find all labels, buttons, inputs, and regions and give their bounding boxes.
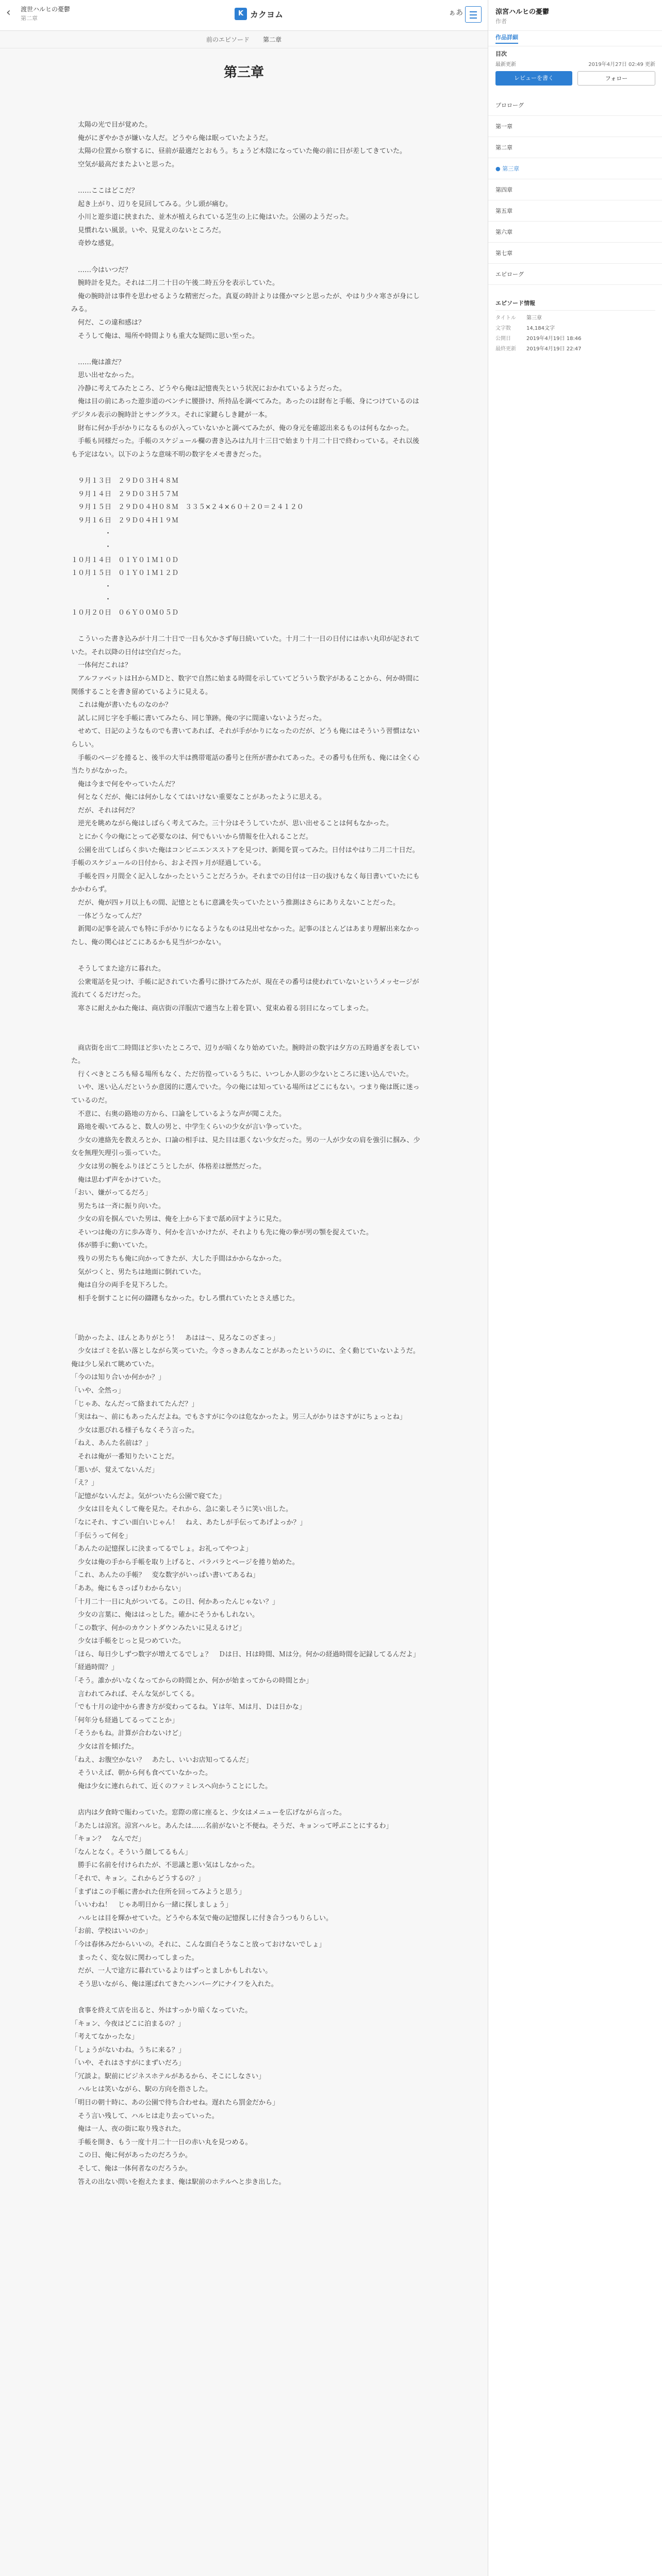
body-paragraph (71, 1318, 422, 1332)
body-paragraph: 「キョン？ なんでだ」 (71, 1835, 145, 1843)
body-paragraph: ・ (71, 530, 112, 538)
sidebar-work-title[interactable]: 涼宮ハルヒの憂鬱 (495, 8, 550, 16)
body-paragraph: ９月１３日 ２９Ｄ０３Ｈ４８Ｍ (71, 477, 179, 485)
sidebar-header (488, 0, 662, 31)
body-paragraph: 一体どうなってんだ？ (71, 912, 145, 920)
body-paragraph: 少女は男の腕をふりほどこうとしたが、体格差は歴然だった。 (71, 1162, 266, 1171)
body-paragraph: だが、一人で途方に暮れているよりはずっとましかもしれない。 (71, 1967, 272, 1975)
menu-line (470, 11, 477, 12)
kakuyomu-logo-icon: K (235, 8, 247, 20)
toc-item[interactable]: 第四章 (488, 179, 662, 200)
body-paragraph: 何となくだが、俺には何かしなくてはいけない重要なことがあったように思える。 (71, 793, 326, 802)
body-paragraph: 食事を終えて店を出ると、外はすっかり暗くなっていた。 (71, 2006, 252, 2014)
menu-line (470, 18, 477, 19)
episode-info-row (495, 334, 655, 342)
body-paragraph: 「まずはこの手帳に書かれた住所を回ってみようと思う」 (71, 1888, 246, 1896)
body-paragraph: 「助かったよ、ほんとありがとう！ あはは～、見ろなこのざまっ」 (71, 1334, 279, 1342)
toc-label: 目次 (495, 50, 507, 57)
toc-item[interactable]: プロローグ (488, 95, 662, 116)
body-paragraph (71, 461, 422, 474)
body-paragraph: せめて、日記のようなものでも書いてあれば、それが手がかりになったのだが、どうも俺にはそういう習慣はないらしい。 (71, 727, 420, 749)
body-paragraph: １０月１５日 ０１Ｙ０１Ｍ１２Ｄ (71, 569, 179, 578)
episode-info-row (495, 344, 655, 352)
episode-info-key: 最終更新 (495, 346, 516, 352)
sidebar-buttons (495, 71, 655, 86)
body-paragraph: 「え？」 (71, 1479, 98, 1487)
body-paragraph: 相手を倒すことに何の躊躇もなかった。むしろ慣れていたとさえ感じた。 (71, 1294, 300, 1302)
body-paragraph: 「ねえ、あんた名前は？」 (71, 1439, 152, 1448)
body-paragraph: 太陽の位置から察するに、昼前が最適だとおもう。ちょうど木陰になっていた俺の前に日が差してきていた。 (71, 147, 407, 156)
body-paragraph: そいつは俺の方に歩み寄り、何かを言いかけたが、それよりも先に俺の拳が男の顎を捉えていた。 (71, 1228, 373, 1236)
body-paragraph: 勝手に名前を付けられたが、不思議と悪い気はしなかった。 (71, 1861, 259, 1870)
toc-item[interactable]: 第六章 (488, 222, 662, 243)
body-paragraph: 少女の肩を掴んでいた男は、俺を上から下まで舐め回すように見た。 (71, 1215, 286, 1224)
body-paragraph: そうしてまた途方に暮れた。 (71, 965, 166, 973)
body-paragraph (71, 620, 422, 633)
body-paragraph: そして、俺は一体何者なのだろうか。 (71, 2165, 192, 2173)
reader-column (0, 31, 488, 2576)
body-paragraph: ……今はいつだ？ (71, 266, 132, 274)
episode-info-header: エピソード情報 (495, 299, 655, 311)
work-info[interactable] (21, 5, 175, 23)
body-paragraph: 俺がにぎやかさが嫌いな人だ。どうやら俺は眠っていたようだ。 (71, 134, 273, 142)
body-paragraph: 起き上がり、辺りを見回してみる。少し頭が痛む。 (71, 200, 233, 208)
back-arrow-icon[interactable]: ‹ (6, 6, 11, 19)
episode-info-value: 2019年4月19日 22:47 (526, 346, 582, 352)
body-paragraph: 「ねえ、お腹空かない？ あたし、いいお店知ってるんだ」 (71, 1756, 253, 1764)
toc-item[interactable]: 第七章 (488, 243, 662, 264)
prev-episode-link[interactable]: 前のエピソード (206, 36, 250, 43)
episode-nav (0, 31, 488, 48)
episode-info-value: 第三章 (526, 315, 542, 321)
body-paragraph: 俺は少女に連れられて、近くのファミレスへ向かうことにした。 (71, 1782, 272, 1790)
body-paragraph: 路地を覗いてみると、数人の男と、中学生くらいの少女が言い争っていた。 (71, 1123, 306, 1131)
body-paragraph: 少女は悪びれる様子もなくそう言った。 (71, 1426, 199, 1434)
body-paragraph: 気がつくと、男たちは地面に倒れていた。 (71, 1268, 206, 1276)
body-paragraph (71, 949, 422, 962)
body-paragraph: 「記憶がないんだよ。気がついたら公園で寝てた」 (71, 1492, 226, 1500)
body-paragraph: 逆光を眺めながら俺はしばらく考えてみた。三十分はそうしていたが、思い出せることは何もなかった。 (71, 820, 393, 828)
body-paragraph: そういえば、朝から何も食べていなかった。 (71, 1769, 212, 1777)
body-paragraph: 言われてみれば、そんな気がしてくる。 (71, 1690, 199, 1698)
body-paragraph: 新聞の記事を読んでも特に手がかりになるようなものは見出せなかった。記事のほとんどはあまり理解出来なかったし、俺の関心はどこにあるかも見当がつかない。 (71, 925, 420, 946)
sidebar-author[interactable]: 作者 (495, 18, 507, 25)
body-paragraph: 店内は夕食時で賑わっていた。窓際の席に座ると、少女はメニューを広げながら言った。 (71, 1809, 346, 1817)
body-paragraph: この日、俺に何があったのだろうか。 (71, 2151, 192, 2160)
body-paragraph: １０月２０日 ０６Ｙ００Ｍ０５Ｄ (71, 608, 179, 617)
body-paragraph: 少女は俺の手から手帳を取り上げると、パラパラとページを捲り始めた。 (71, 1558, 299, 1566)
body-paragraph: 「悪いが、覚えてないんだ」 (71, 1466, 159, 1474)
body-paragraph: 冷静に考えてみたところ、どうやら俺は記憶喪失という状況におかれているようだった。 (71, 384, 346, 393)
body-paragraph: 「そうかもね。計算が合わないけど」 (71, 1730, 186, 1738)
toc-item[interactable]: エピローグ (488, 264, 662, 285)
body-paragraph: 小川と遊歩道に挟まれた、並木が植えられている芝生の上に俺はいた。公園のようだった。 (71, 213, 353, 222)
body-paragraph: ……俺は誰だ？ (71, 358, 125, 366)
body-paragraph: 「しょうがないわね。うちに来る？」 (71, 2046, 186, 2054)
body-paragraph (71, 1028, 422, 1042)
updated-value: 2019年4月27日 02:49 更新 (588, 62, 655, 67)
body-paragraph: 不意に、右奥の路地の方から、口論をしているような声が聞こえた。 (71, 1110, 286, 1118)
work-title: 渡世ハルヒの憂鬱 (21, 6, 71, 13)
body-paragraph: 少女はゴミを払い落としながら笑っていた。今さっきあんなことがあったというのに、全く動じていないようだ。俺は少し呆れて眺めていた。 (71, 1347, 420, 1368)
body-paragraph: とにかく今の俺にとって必要なのは、何でもいいから情報を仕入れることだ。 (71, 833, 312, 841)
body-paragraph: ……ここはどこだ？ (71, 187, 139, 195)
body-paragraph: こういった書き込みが十月二十日で一日も欠かさず毎日続いていた。十月二十一日の日付には赤い丸印が記されていた。それ以降の日付は空白だった。 (71, 635, 420, 656)
body-paragraph: 公園を出てしばらく歩いた俺はコンビニエンスストアを見つけ、新聞を買ってみた。日付はやはり二月二十日だ。手帳のスケジュールの日付から、およそ四ヶ月が経過している。 (71, 846, 419, 868)
body-paragraph: 「ああ。俺にもさっぱりわからない」 (71, 1584, 185, 1592)
body-paragraph: ハルヒは笑いながら、駅の方向を指さした。 (71, 2086, 212, 2094)
body-paragraph: 何だ、この違和感は？ (71, 318, 145, 327)
body-paragraph: まったく、変な奴に関わってしまった。 (71, 1954, 198, 1962)
body-paragraph: 少女は目を丸くして俺を見た。それから、急に楽しそうに笑い出した。 (71, 1505, 293, 1514)
updated-label: 最新更新 (495, 62, 516, 67)
body-paragraph: 俺は自分の両手を見下ろした。 (71, 1281, 172, 1290)
body-paragraph: ・ (71, 543, 112, 551)
body-paragraph: 公衆電話を見つけ、手帳に記されていた番号に掛けてみたが、現在その番号は使われていないというメッセージが流れてくるだけだった。 (71, 978, 419, 999)
site-name: カクヨム (250, 9, 284, 20)
body-paragraph: それは俺が一番知りたいことだ。 (71, 1452, 179, 1461)
body-paragraph (71, 1015, 422, 1028)
body-paragraph: 見慣れない風景。いや、見覚えのないところだ。 (71, 226, 225, 234)
body-paragraph: 「今は春休みだからいいの。それに、こんな面白そうなこと放っておけないでしょ」 (71, 1940, 326, 1948)
toc-item[interactable]: ● 第三章 (488, 158, 662, 179)
body-paragraph: そう思いながら、俺は運ばれてきたハンバーグにナイフを入れた。 (71, 1980, 278, 1988)
body-paragraph: 俺は思わず声をかけていた。 (71, 1176, 166, 1184)
episode-info-value: 2019年4月19日 18:46 (526, 336, 582, 342)
body-paragraph: 思い出せなかった。 (71, 371, 139, 380)
body-paragraph: 手帳を開き、もう一度十月二十一日の赤い丸を見つめる。 (71, 2138, 252, 2146)
body-paragraph: 「いや、それはさすがにまずいだろ」 (71, 2059, 185, 2067)
site-logo[interactable] (235, 7, 283, 21)
body-paragraph: いや、迷い込んだというか意図的に選んでいた。今の俺には知っている場所はどこにもない。つまり俺は既に迷っているのだ。 (71, 1083, 420, 1105)
tab-work-detail[interactable]: 作品詳細 (495, 33, 518, 44)
body-paragraph: ９月１５日 ２９Ｄ０４Ｈ０８Ｍ ３３５×２４×６０＋２０＝２４１２０ (71, 503, 304, 512)
body-paragraph: だが、俺が四ヶ月以上もの間、記憶とともに意識を失っていたという推測はさらにありえないことだった。 (71, 899, 400, 907)
toc-item[interactable]: 第一章 (488, 116, 662, 137)
body-paragraph: 「何年分も経過してるってことか」 (71, 1716, 179, 1724)
body-paragraph: 「明日の朝十時に、あの公園で待ち合わせね。遅れたら罰金だから」 (71, 2099, 279, 2107)
body-paragraph: そうして俺は、場所や時間よりも重大な疑問に思い至った。 (71, 332, 259, 340)
body-paragraph: 「実はね～、前にもあったんだよね。でもさすがに今のは危なかったよ。男三人がかりはさすがにちょっとね」 (71, 1413, 406, 1421)
body-paragraph: 少女は首を傾げた。 (71, 1743, 139, 1751)
body-paragraph: 手帳も同様だった。手帳のスケジュール欄の書き込みは九月十三日で始まり十月二十日で終わっている。それ以後も予定はない。以下のような意味不明の数字をメモ書きだった。 (71, 437, 420, 459)
right-sidebar (488, 0, 662, 2576)
body-paragraph: 「なんとなく。そういう顔してるもん」 (71, 1848, 192, 1856)
body-paragraph: だが、それは何だ？ (71, 806, 139, 815)
episode-info-key: タイトル (495, 315, 516, 321)
body-paragraph: 「これ、あんたの手帳？ 変な数字がいっぱい書いてあるね」 (71, 1571, 259, 1580)
font-size-toggle[interactable]: ぁあ (449, 9, 463, 17)
episode-info-key: 文字数 (495, 326, 511, 331)
body-paragraph: ９月１４日 ２９Ｄ０３Ｈ５７Ｍ (71, 490, 179, 498)
menu-button[interactable] (465, 6, 482, 23)
body-paragraph: 行くべきところも帰る場所もなく、ただ彷徨っているうちに、いつしか人影の少ないところに迷い込んでいた。 (71, 1070, 413, 1078)
body-paragraph: 「冗談よ。駅前にビジネスホテルがあるから、そこにしなさい」 (71, 2072, 265, 2080)
body-paragraph: 「お前、学校はいいのか」 (71, 1927, 152, 1936)
episode-info-key: 公開日 (495, 336, 511, 342)
body-paragraph: 答えの出ない問いを抱えたまま、俺は駅前のホテルへと歩き出した。 (71, 2178, 286, 2186)
body-paragraph: 「あたしは涼宮。涼宮ハルヒ。あんたは……名前がないと不便ね。そうだ、キョンって呼ぶことにするわ」 (71, 1822, 393, 1830)
body-paragraph: 「おい、嫌がってるだろ」 (71, 1189, 152, 1197)
body-paragraph: 「十月二十一日に丸がついてる。この日、何かあったんじゃない？」 (71, 1598, 279, 1606)
toc-item[interactable]: 第五章 (488, 200, 662, 222)
body-paragraph (71, 250, 422, 264)
work-subtitle: 第二章 (21, 15, 38, 22)
body-paragraph: 試しに同じ字を手帳に書いてみたら、同じ筆跡。俺の字に間違いないようだった。 (71, 714, 326, 722)
body-paragraph: 奇妙な感覚。 (71, 240, 119, 248)
current-episode-label: 第二章 (263, 36, 282, 43)
body-paragraph (71, 343, 422, 356)
body-paragraph: ・ (71, 596, 112, 604)
body-paragraph (71, 171, 422, 184)
body-paragraph: １０月１４日 ０１Ｙ０１Ｍ１０Ｄ (71, 556, 179, 564)
chapter-title: 第三章 (223, 65, 264, 80)
sidebar-tabs (488, 31, 662, 46)
body-paragraph: 俺は目の前にあった遊歩道のベンチに腰掛け、所持品を調べてみた。あったのは財布と手帳、身につけているのはデジタル表示の腕時計とサングラス。それに家鍵らしき鍵が一本。 (71, 398, 419, 419)
body-paragraph: 俺の腕時計は事件を思わせるような精密だった。真夏の時計よりは僅かマシと思ったが、やはり少々寒さが身にしみる。 (71, 292, 420, 314)
body-paragraph: 「考えてなかったな」 (71, 2033, 139, 2041)
body-paragraph: これは俺が書いたものなのか？ (71, 701, 172, 709)
table-of-contents (488, 95, 662, 285)
body-paragraph: 「この数字、何かのカウントダウンみたいに見えるけど」 (71, 1624, 246, 1632)
body-paragraph: 「じゃあ、なんだって絡まれてたんだ？」 (71, 1400, 198, 1408)
body-paragraph: そう言い残して、ハルヒは走り去っていった。 (71, 2112, 219, 2120)
body-paragraph: 残りの男たちも俺に向かってきたが、大した手間はかからなかった。 (71, 1255, 286, 1263)
follow-button[interactable]: フォロー (577, 71, 655, 86)
episode-info (488, 299, 662, 352)
body-paragraph: ハルヒは目を輝かせていた。どうやら本気で俺の記憶探しに付き合うつもりらしい。 (71, 1914, 333, 1922)
body-paragraph: 「あんたの記憶探しに決まってるでしょ。お礼ってやつよ」 (71, 1545, 252, 1553)
body-paragraph: 「そう。誰かがいなくなってからの時間とか、何かが始まってからの時間とか」 (71, 1677, 313, 1685)
body-paragraph: 少女の連絡先を教えろとか、口論の相手は、見た目は悪くない少女だった。男の一人が少女の肩を強引に掴み、少女を無理矢理引っ張っていた。 (71, 1136, 420, 1158)
body-paragraph: 手帳のページを捲ると、後半の大半は携帯電話の番号と住所が書かれてあった。その番号も住所も、俺には全く心当たりがなかった。 (71, 754, 420, 775)
updated-row (495, 60, 655, 67)
body-paragraph: 太陽の光で目が覚めた。 (71, 121, 152, 129)
body-paragraph: 財布に何か手がかりになるものが入っていないかと調べてみたが、俺の身元を確認出来るものは何もなかった。 (71, 424, 413, 432)
body-paragraph: 体が勝手に動いていた。 (71, 1242, 152, 1250)
body-paragraph: 俺は一人、夜の街に取り残された。 (71, 2125, 186, 2133)
body-paragraph: 「なにそれ、すごい面白いじゃん！ ねえ、あたしが手伝ってあげよっか？」 (71, 1518, 307, 1527)
body-paragraph: 「経過時間？」 (71, 1664, 119, 1672)
review-button[interactable]: レビューを書く (495, 71, 572, 86)
toc-item[interactable]: 第二章 (488, 137, 662, 158)
body-paragraph: ・ (71, 582, 112, 590)
body-paragraph: ９月１６日 ２９Ｄ０４Ｈ１９Ｍ (71, 516, 179, 524)
body-paragraph: 「それで、キョン。これからどうするの？」 (71, 1874, 205, 1883)
body-paragraph: 男たちは一斉に振り向いた。 (71, 1202, 166, 1210)
body-paragraph: 「今のは知り合いか何かか？」 (71, 1374, 166, 1382)
body-paragraph: 寒さに耐えかねた俺は、商店街の洋服店で適当な上着を買い、覚束ぬ着る羽目になってしまった。 (71, 1004, 373, 1012)
body-paragraph: 少女は手帳をじっと見つめていた。 (71, 1637, 186, 1646)
body-paragraph: 手帳を四ヶ月間全く記入しなかったということだろうか。それまでの日付は一日の抜けもなく毎日書いていたにもかかわらず。 (71, 872, 420, 894)
body-paragraph: 空気が最高だまたよいと思った。 (71, 160, 179, 168)
body-paragraph: 「キョン、今夜はどこに泊まるの？」 (71, 2020, 185, 2028)
body-paragraph (71, 1793, 422, 1806)
body-paragraph: 「手伝うって何を」 (71, 1532, 132, 1540)
chapter-body (71, 118, 422, 2189)
menu-line (470, 14, 477, 15)
body-paragraph: 「いや、全然っ」 (71, 1387, 125, 1395)
episode-info-row (495, 313, 655, 321)
body-paragraph: アルファベットはＨからＭＤと、数字で自然に始まる時間を示していてどういう数字があることから、何か時間に関係することを書き留めているように見える。 (71, 674, 420, 696)
body-paragraph (71, 1991, 422, 2004)
body-paragraph: 商店街を出て二時間ほど歩いたところで、辺りが暗くなり始めていた。腕時計の数字は夕方の五時過ぎを表していた。 (71, 1044, 420, 1065)
body-paragraph (71, 1305, 422, 1318)
body-paragraph: 「いいわね！ じゃあ明日から一緒に探しましょう」 (71, 1901, 233, 1909)
body-paragraph: 腕時計を見た。それは二月二十日の午後二時五分を表示していた。 (71, 279, 279, 287)
body-paragraph: 少女の言葉に、俺ははっとした。確かにそうかもしれない。 (71, 1611, 259, 1619)
episode-info-row (495, 324, 655, 331)
body-paragraph: 「でも十月の途中から書き方が変わってるね。Ｙは年、Ｍは月、Ｄは日かな」 (71, 1703, 306, 1711)
episode-info-value: 14,184文字 (526, 326, 555, 331)
body-paragraph: 一体何だこれは？ (71, 662, 132, 670)
sidebar-work-section (488, 49, 662, 67)
body-paragraph: 俺は今まで何をやっていたんだ？ (71, 780, 179, 788)
body-paragraph: 「ほら、毎日少しずつ数字が増えてるでしょ？ Ｄは日、Ｈは時間、Ｍは分。何かの経過時間を記録してるんだよ」 (71, 1650, 420, 1658)
